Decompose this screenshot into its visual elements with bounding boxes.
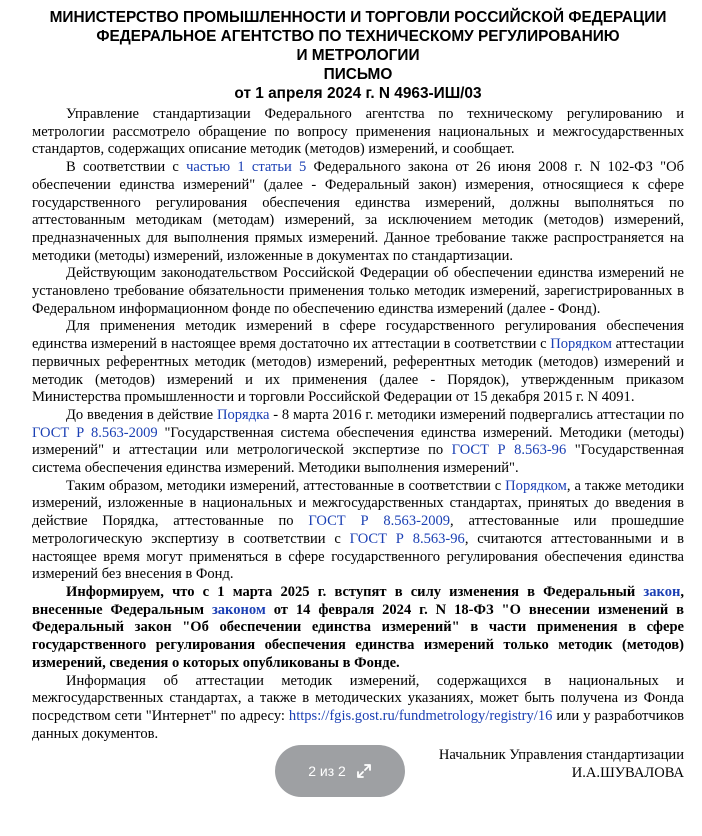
page-indicator[interactable] (275, 745, 405, 797)
link-part1-article5[interactable]: частью 1 статьи 5 (186, 159, 307, 176)
link-poryadkom[interactable]: Порядком (505, 477, 567, 494)
link-zakon[interactable]: закон (643, 583, 681, 600)
document-header (32, 8, 684, 103)
paragraph-3: Действующим законодательством Российской Федерации об обеспечении единства измерений не установлено требование обязательности применения только методик измерений, зарегистрированных в Федеральном информационном фонде по обеспечению единства измерений (далее - Фонд). (32, 265, 684, 317)
agency-title-cont: И МЕТРОЛОГИИ (296, 47, 420, 64)
paragraph-7: Информируем, что с 1 марта 2025 г. вступят в силу изменения в Федеральный закон, внесенные Федеральным законом от 14 февраля 2024 г. N 18-ФЗ "О внесении изменений в Федеральный закон "Об обеспечении единства измерений" в части применения в сфере государственного регулирования обеспечения единства измерений только методик (методов) измерений, сведения о которых опубликованы в Фонде. (32, 583, 684, 671)
document-body (32, 106, 684, 743)
link-gost-2009-2[interactable]: ГОСТ Р 8.563-2009 (308, 513, 451, 530)
agency-title: ФЕДЕРАЛЬНОЕ АГЕНТСТВО ПО ТЕХНИЧЕСКОМУ РЕГУЛИРОВАНИЮ (96, 28, 620, 45)
paragraph-5: До введения в действие Порядка - 8 марта 2016 г. методики измерений подвергались аттестации по ГОСТ Р 8.563-2009 "Государственная система обеспечения единства измерений. Методики (методы) измерений" и аттестации или метрологической экспертизе по ГОСТ Р 8.563-96 "Государственная система обеспечения единства измерений. Методики выполнения измерений". (32, 406, 684, 477)
link-poryadka[interactable]: Порядка (216, 406, 270, 423)
document-date-number: от 1 апреля 2024 г. N 4963-ИШ/03 (234, 85, 482, 102)
paragraph-6: Таким образом, методики измерений, аттестованные в соответствии с Порядком, а также методики измерений, изложенные в национальных и межгосударственных стандартах, принятых до введения в действие Порядка, аттестованные по ГОСТ Р 8.563-2009, аттестованные или прошедшие метрологическую экспертизу в соответствии с ГОСТ Р 8.563-96, считаются аттестованными и в настоящее время могут применяться в сфере государственного регулирования обеспечения единства измерений без внесения в Фонд. (32, 477, 684, 583)
paragraph-4: Для применения методик измерений в сфере государственного регулирования обеспечения единства измерений в настоящее время достаточно их аттестации в соответствии с Порядком аттестации первичных референтных методик (методов) измерений, референтных методик (методов) измерений и методик (методов) измерений и их применения (далее - Порядок), утвержденным приказом Министерства промышленности и торговли Российской Федерации от 15 декабря 2015 г. N 4091. (32, 318, 684, 406)
link-gost-96[interactable]: ГОСТ Р 8.563-96 (451, 442, 567, 459)
paragraph-8: Информация об аттестации методик измерений, содержащихся в национальных и межгосударственных стандартах, а также в методических указаниях, может быть получена из Фонда посредством сети "Интернет" по адресу: https://fgis.gost.ru/fundmetrology/registry/16 или у разработчиков данных документов. (32, 672, 684, 742)
link-fgis-registry[interactable]: https://fgis.gost.ru/fundmetrology/registry/16 (288, 707, 553, 724)
document-type: ПИСЬМО (323, 66, 393, 83)
page-counter: 2 из 2 (308, 763, 346, 779)
link-poryadok[interactable]: Порядком (550, 336, 612, 353)
paragraph-1: Управление стандартизации Федерального агентства по техническому регулированию и метрологии рассмотрело обращение по вопросу применения национальных и межгосударственных стандартов, содержащих описание методик (методов) измерений, и сообщает. (32, 106, 684, 158)
signature-name: И.А.ШУВАЛОВА (571, 765, 684, 782)
link-gost-2009[interactable]: ГОСТ Р 8.563-2009 (32, 424, 158, 441)
paragraph-2: В соответствии с частью 1 статьи 5 Федерального закона от 26 июня 2008 г. N 102-ФЗ "Об обеспечении единства измерений" (далее - Федеральный закон) измерения, относящиеся к сфере государственного регулирования обеспечения единства измерений, должны выполняться по аттестованным методикам (методам) измерений, за исключением методик (методов) измерений, предназначенных для выполнения прямых измерений. Данное требование также распространяется на методики (методы) измерений, изложенные в документах по стандартизации. (32, 159, 684, 264)
expand-icon[interactable] (356, 763, 372, 779)
link-zakonom[interactable]: законом (211, 601, 266, 618)
signature-position: Начальник Управления стандартизации (438, 747, 684, 764)
link-gost-96-2[interactable]: ГОСТ Р 8.563-96 (349, 530, 465, 547)
ministry-title: МИНИСТЕРСТВО ПРОМЫШЛЕННОСТИ И ТОРГОВЛИ РОССИЙСКОЙ ФЕДЕРАЦИИ (49, 9, 667, 26)
